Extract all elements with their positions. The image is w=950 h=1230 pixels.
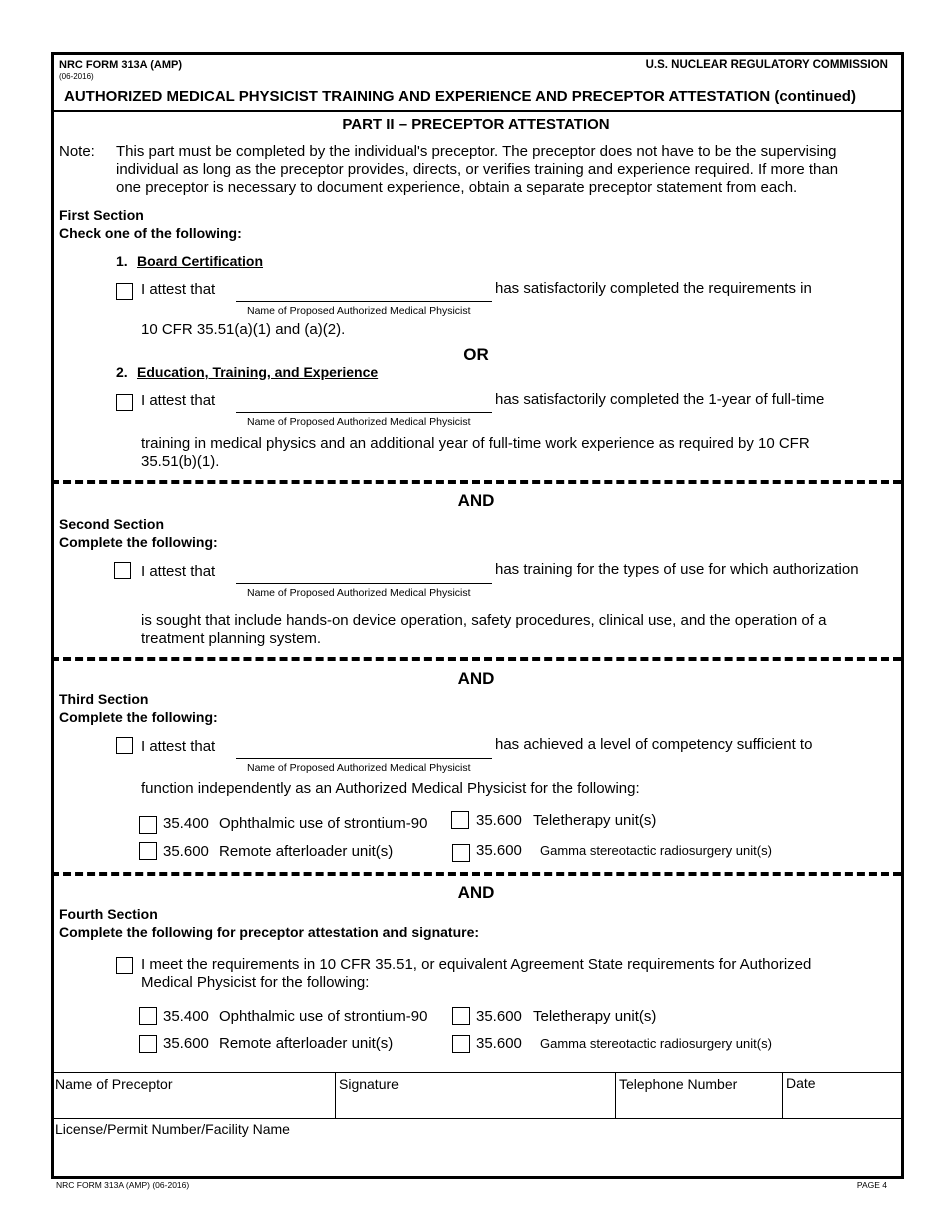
physician-name-input-4[interactable] (236, 737, 496, 759)
option1-continuation: 10 CFR 35.51(a)(1) and (a)(2). (141, 321, 346, 338)
option1-number: 1. (116, 253, 128, 269)
or-separator: OR (463, 345, 489, 364)
and-separator: AND (457, 491, 495, 510)
signature-label: Signature (339, 1076, 399, 1092)
fourth-section-title: Fourth Section (59, 906, 158, 922)
cell-divider (335, 1072, 336, 1118)
part-title: PART II – PRECEPTOR ATTESTATION (342, 116, 610, 133)
name-line (236, 412, 492, 413)
fourth-section-instruction: Complete the following for preceptor attestation and signature: (59, 924, 480, 940)
fourth-statement-1: I meet the requirements in 10 CFR 35.51, or equivalent Agreement State requirements for Authorized (141, 956, 812, 973)
second-continuation-2: treatment planning system. (141, 630, 322, 647)
signature-input[interactable] (339, 1094, 613, 1116)
and-separator: AND (457, 669, 495, 688)
date-input[interactable] (786, 1094, 896, 1116)
third-continuation: function independently as an Authorized Medical Physicist for the following: (141, 780, 640, 797)
unit-label: Teletherapy unit(s) (533, 1008, 657, 1025)
first-section-title: First Section (59, 207, 144, 223)
note-line-1: This part must be completed by the individual's preceptor. The preceptor does not have to be the supervising (116, 143, 837, 160)
unit-label: Remote afterloader unit(s) (219, 1035, 394, 1052)
cell-divider (782, 1072, 783, 1118)
preceptor-35600-teletherapy-checkbox[interactable] (452, 1007, 470, 1025)
attest-label: I attest that (141, 738, 216, 755)
option2-title: Education, Training, and Experience (137, 364, 379, 380)
date-label: Date (786, 1075, 816, 1091)
name-line (236, 758, 492, 759)
unit-code: 35.600 (163, 843, 209, 860)
header-divider (51, 110, 901, 112)
note-line-2: individual as long as the preceptor provides, directs, or verifies training and experience required. If more than (116, 161, 839, 178)
section-divider (51, 872, 901, 876)
license-input[interactable] (55, 1140, 895, 1164)
unit-label: Remote afterloader unit(s) (219, 843, 394, 860)
form-title: AUTHORIZED MEDICAL PHYSICIST TRAINING AND EXPERIENCE AND PRECEPTOR ATTESTATION (continued) (64, 88, 856, 105)
unit-code: 35.400 (163, 1008, 209, 1025)
second-after-text: has training for the types of use for which authorization (495, 561, 859, 578)
second-section-instruction: Complete the following: (59, 534, 218, 550)
option2-after-text: has satisfactorily completed the 1-year of full-time (495, 391, 825, 408)
name-of-preceptor-input[interactable] (55, 1094, 333, 1116)
unit-label: Teletherapy unit(s) (533, 812, 657, 829)
signature-block-middle (51, 1118, 901, 1119)
option2-number: 2. (116, 364, 128, 380)
physician-name-input-1[interactable] (236, 280, 496, 302)
section-divider (51, 657, 901, 661)
first-section-instruction: Check one of the following: (59, 225, 242, 241)
third-section-title: Third Section (59, 691, 149, 707)
footer-page-number: PAGE 4 (856, 1180, 887, 1190)
attest-label: I attest that (141, 392, 216, 409)
name-caption: Name of Proposed Authorized Medical Physicist (247, 416, 471, 428)
preceptor-35600-gamma-checkbox[interactable] (452, 1035, 470, 1053)
option1-after-text: has satisfactorily completed the requirements in (495, 280, 812, 297)
option2-continuation-2: 35.51(b)(1). (141, 453, 220, 470)
unit-code: 35.600 (163, 1035, 209, 1052)
option1-title: Board Certification (137, 253, 264, 269)
name-line (236, 583, 492, 584)
second-section-checkbox[interactable] (114, 562, 131, 579)
section-divider (51, 480, 901, 484)
preceptor-35400-ophthalmic-checkbox[interactable] (139, 1007, 157, 1025)
fourth-statement-2: Medical Physicist for the following: (141, 974, 370, 991)
second-section-title: Second Section (59, 516, 165, 532)
note-line-3: one preceptor is necessary to document experience, obtain a separate preceptor statement from each. (116, 179, 798, 196)
third-section-instruction: Complete the following: (59, 709, 218, 725)
name-of-preceptor-label: Name of Preceptor (55, 1076, 173, 1092)
unit-label: Gamma stereotactic radiosurgery unit(s) (540, 843, 772, 858)
name-caption: Name of Proposed Authorized Medical Physicist (247, 305, 471, 317)
note-label: Note: (59, 143, 95, 160)
preceptor-requirements-checkbox[interactable] (116, 957, 133, 974)
option2-continuation-1: training in medical physics and an additional year of full-time work experience as required by 10 CFR (141, 435, 810, 452)
agency-name: U.S. NUCLEAR REGULATORY COMMISSION (645, 59, 888, 71)
license-label: License/Permit Number/Facility Name (55, 1121, 290, 1137)
physician-name-input-2[interactable] (236, 391, 496, 413)
telephone-label: Telephone Number (619, 1076, 738, 1092)
second-continuation-1: is sought that include hands-on device operation, safety procedures, clinical use, and the operation of a (141, 612, 827, 629)
unit-code: 35.600 (476, 1008, 522, 1025)
cell-divider (615, 1072, 616, 1118)
unit-code: 35.600 (476, 842, 522, 859)
unit-code: 35.400 (163, 815, 209, 832)
board-certification-checkbox[interactable] (116, 283, 133, 300)
unit-35600-afterloader-checkbox[interactable] (139, 842, 157, 860)
unit-35600-gamma-checkbox[interactable] (452, 844, 470, 862)
unit-code: 35.600 (476, 812, 522, 829)
unit-35600-teletherapy-checkbox[interactable] (451, 811, 469, 829)
attest-label: I attest that (141, 563, 216, 580)
preceptor-35600-afterloader-checkbox[interactable] (139, 1035, 157, 1053)
name-line (236, 301, 492, 302)
name-caption: Name of Proposed Authorized Medical Physicist (247, 587, 471, 599)
physician-name-input-3[interactable] (236, 562, 496, 584)
telephone-input[interactable] (619, 1094, 781, 1116)
footer-form-ref: NRC FORM 313A (AMP) (06-2016) (56, 1180, 190, 1190)
name-caption: Name of Proposed Authorized Medical Physicist (247, 762, 471, 774)
unit-label: Ophthalmic use of strontium-90 (219, 815, 428, 832)
third-after-text: has achieved a level of competency sufficient to (495, 736, 813, 753)
education-training-checkbox[interactable] (116, 394, 133, 411)
and-separator: AND (457, 883, 495, 902)
unit-code: 35.600 (476, 1035, 522, 1052)
unit-label: Ophthalmic use of strontium-90 (219, 1008, 428, 1025)
signature-block-top (51, 1072, 901, 1073)
unit-label: Gamma stereotactic radiosurgery unit(s) (540, 1036, 772, 1051)
form-date: (06-2016) (59, 72, 94, 81)
attest-label: I attest that (141, 281, 216, 298)
form-id: NRC FORM 313A (AMP) (59, 59, 183, 71)
third-section-checkbox[interactable] (116, 737, 133, 754)
unit-35400-ophthalmic-checkbox[interactable] (139, 816, 157, 834)
